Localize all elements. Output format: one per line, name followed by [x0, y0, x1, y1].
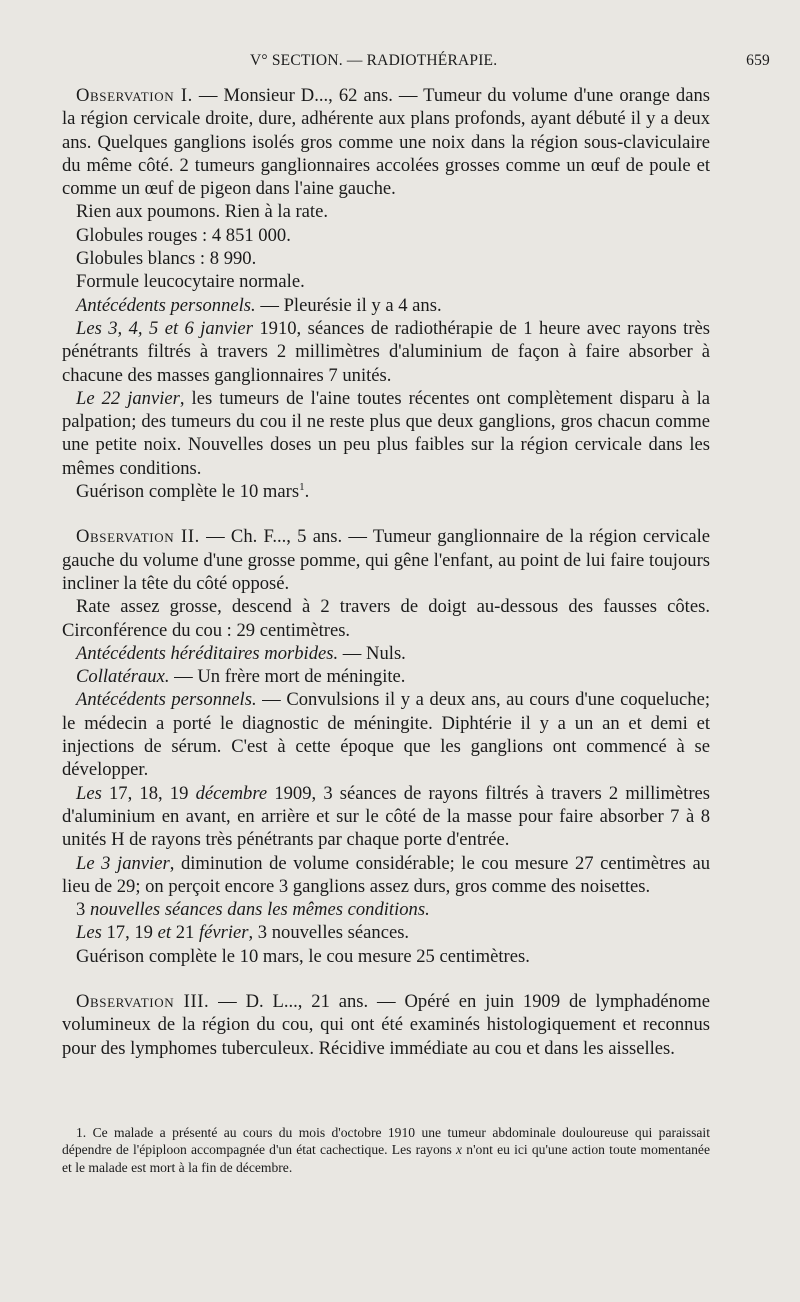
antecedents-label: Antécédents personnels. [76, 689, 257, 711]
guerison-end: . [304, 481, 310, 503]
janvier-22-text: , les tumeurs de l'aine toutes récentes ont complètement disparu à la palpation; des tumeurs du cou il ne reste plus que deux ganglions, gros chacun comme une petite noix. Nouvelles doses un peu plus faibles sur la région cervicale dans les mêmes conditions. [62, 387, 710, 479]
section-title: V° SECTION. — RADIOTHÉRAPIE. [250, 52, 498, 69]
observation-2-nouvelles-seances [62, 898, 710, 921]
observation-1-globules-blancs: Globules blancs : 8 990. [76, 248, 257, 270]
observation-2-decembre [62, 782, 710, 852]
observation-1-intro-text: — Monsieur D..., 62 ans. — Tumeur du volume d'une orange dans la région cervicale droite, dure, adhérente aux plans profonds, ayant débuté il y a deux ans. Quelques ganglions isolés gros comme une noix dans la région sous-claviculaire du même côté. 2 tumeurs ganglionnaires accolées grosses comme un œuf de poule et comme un œuf de pigeon dans l'aine gauche. [62, 85, 711, 200]
observation-2-intro [62, 525, 710, 595]
decembre-text: 1909, 3 séances de rayons filtrés à travers 2 millimètres d'aluminium en avant, en arrière et sur le côté de la masse pour faire absorber 7 à 8 unités H de rayons très pénétrants par chaque porte d'entrée. [62, 782, 711, 851]
nouvelles-text: nouvelles séances dans les mêmes conditions. [89, 899, 430, 921]
observation-2-guerison: Guérison complète le 10 mars, le cou mesure 25 centimètres. [76, 945, 530, 967]
hereditaires-text: — Nuls. [338, 642, 406, 664]
running-header [0, 52, 800, 74]
decembre-month: décembre [195, 782, 268, 804]
observation-1-intro [62, 84, 710, 200]
observation-1-poumons: Rien aux poumons. Rien à la rate. [76, 201, 328, 223]
observation-1-formule: Formule leucocytaire normale. [76, 271, 305, 293]
antecedents-label: Antécédents personnels. [76, 294, 256, 316]
decembre-les: Les [76, 782, 102, 804]
footnote-number: 1. [76, 1125, 87, 1140]
observation-2-intro-text: — Ch. F..., 5 ans. — Tumeur ganglionnaire de la région cervicale gauche du volume d'une grosse pomme, qui gêne l'enfant, au point de lui faire toujours incliner la tête du côté opposé. [62, 526, 710, 594]
observation-1-heading: Observation I. [76, 85, 193, 106]
fevrier-et: et [157, 922, 172, 944]
antecedents-text: — Pleurésie il y a 4 ans. [255, 294, 442, 316]
observation-2-rate: Rate assez grosse, descend à 2 travers de doigt au-dessous des fausses côtes. Circonférence du cou : 29 centimètres. [62, 596, 710, 641]
collateraux-label: Collatéraux. [76, 666, 170, 688]
main-text [62, 84, 710, 1060]
observation-1-antecedents [62, 294, 710, 317]
decembre-days: 17, 18, 19 [101, 782, 196, 804]
observation-2-collateraux [62, 665, 710, 688]
footnote-rayons-x: x [456, 1142, 463, 1158]
footnote [62, 1124, 710, 1176]
guerison-text: Guérison complète le 10 mars [76, 481, 300, 503]
observation-2-janvier [62, 852, 710, 899]
observation-1-janvier-22 [62, 387, 710, 480]
janvier-22-date: Le 22 janvier [76, 387, 180, 409]
observation-2-heading: Observation II. [76, 526, 200, 548]
observation-3-intro [62, 990, 710, 1060]
fevrier-month: février [198, 922, 249, 944]
fevrier-days-a: 17, 19 [101, 922, 158, 944]
observation-3-intro-text: — D. L..., 21 ans. — Opéré en juin 1909 de lymphadénome volumineux de la région du cou, qui ont été examinés histologiquement et reconnus pour des lymphomes tuberculeux. Récidive immédiate au cou et dans les aisselles. [62, 990, 710, 1059]
seances-date: Les 3, 4, 5 et 6 janvier [76, 317, 253, 339]
janvier-text: , diminution de volume considérable; le cou mesure 27 centimètres au lieu de 29; on perçoit encore 3 ganglions assez durs, gros comme des noisettes. [62, 852, 710, 897]
janvier-date: Le 3 janvier [76, 852, 170, 874]
fevrier-days-b: 21 [171, 922, 199, 944]
footnote-marker: 1 [299, 480, 305, 493]
observation-1-seances [62, 317, 710, 387]
hereditaires-label: Antécédents héréditaires morbides. [76, 642, 339, 664]
observation-1-globules-rouges: Globules rouges : 4 851 000. [76, 224, 291, 246]
observation-3-heading: Observation III. [76, 990, 210, 1012]
observation-2-fevrier [62, 921, 710, 944]
footnote-text-a: Ce malade a présenté au cours du mois d'octobre 1910 une tumeur abdominale douloureuse qui paraissait dépendre de l'épiploon accompagnée d'un état cachectique. Les rayons [62, 1125, 710, 1158]
antecedents-text: — Convulsions il y a deux ans, au cours d'une coqueluche; le médecin a porté le diagnostic de méningite. Diphtérie il y a un an et demi et injections de sérum. C'est à cette époque que les ganglions ont commencé à se développer. [62, 689, 710, 781]
observation-1-guerison [62, 480, 710, 503]
page-number: 659 [746, 52, 770, 69]
observation-2-hereditaires [62, 642, 710, 665]
nouvelles-count: 3 [76, 899, 90, 921]
seances-text: 1910, séances de radiothérapie de 1 heure avec rayons très pénétrants filtrés à travers 2 millimètres d'aluminium de façon à faire absorber à chacune des masses ganglionnaires 7 unités. [62, 317, 711, 386]
footnote-text-b: n'ont eu ici qu'une action toute momentanée et le malade est mort à la fin de décembre. [62, 1142, 710, 1175]
collateraux-text: — Un frère mort de méningite. [169, 666, 406, 688]
fevrier-text: , 3 nouvelles séances. [248, 922, 410, 944]
fevrier-les: Les [76, 922, 102, 944]
observation-2-antecedents [62, 688, 710, 781]
